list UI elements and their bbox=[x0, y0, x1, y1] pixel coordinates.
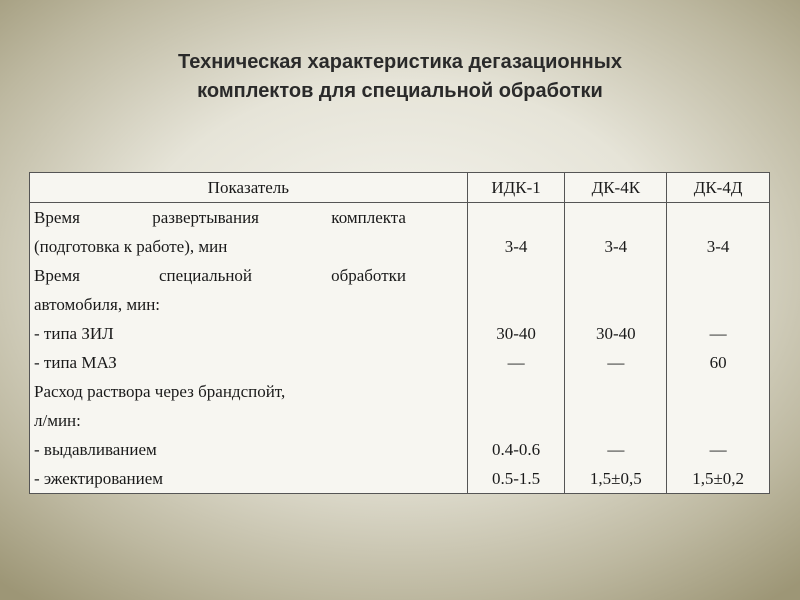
param-word: комплекта bbox=[331, 208, 406, 227]
header-dk-4d: ДК-4Д bbox=[667, 173, 770, 203]
value-cell bbox=[565, 203, 666, 232]
value-cell bbox=[667, 290, 769, 319]
value-cell bbox=[468, 406, 565, 435]
value-cell: 30-40 bbox=[596, 324, 636, 343]
value-cell bbox=[667, 203, 769, 232]
value-cell: 0.4-0.6 bbox=[492, 440, 541, 459]
slide-title bbox=[60, 48, 740, 106]
param-line: автомобиля, мин: bbox=[34, 295, 161, 314]
value-cell bbox=[468, 203, 565, 232]
param-word: Время bbox=[34, 208, 80, 227]
value-cell: 1,5±0,5 bbox=[589, 469, 642, 488]
parameter-column bbox=[30, 203, 468, 494]
param-line bbox=[30, 261, 467, 290]
value-cell: — bbox=[607, 353, 625, 372]
title-line-1: Техническая характеристика дегазационных bbox=[178, 51, 622, 73]
param-word: Время bbox=[34, 266, 80, 285]
value-cell: 60 bbox=[709, 353, 727, 372]
value-cell: 3-4 bbox=[504, 237, 528, 256]
param-line: (подготовка к работе), мин bbox=[34, 237, 228, 256]
value-cell: 0.5-1.5 bbox=[492, 469, 541, 488]
value-column-dk-4d bbox=[667, 203, 770, 494]
table-body-row bbox=[30, 203, 770, 494]
value-column-idk-1 bbox=[467, 203, 565, 494]
value-cell: 30-40 bbox=[496, 324, 536, 343]
param-line bbox=[30, 203, 467, 232]
value-cell: — bbox=[709, 440, 727, 459]
param-line: - типа МАЗ bbox=[34, 353, 117, 372]
header-parameter: Показатель bbox=[30, 173, 468, 203]
header-idk-1: ИДК-1 bbox=[467, 173, 565, 203]
param-line: Расход раствора через брандспойт, bbox=[34, 382, 286, 401]
param-line: - типа ЗИЛ bbox=[34, 324, 114, 343]
param-line: - выдавливанием bbox=[34, 440, 157, 459]
table-header-row bbox=[30, 173, 770, 203]
value-cell bbox=[468, 261, 565, 290]
value-cell: — bbox=[709, 324, 727, 343]
param-word: развертывания bbox=[152, 208, 259, 227]
value-cell: 3-4 bbox=[604, 237, 628, 256]
value-cell bbox=[468, 290, 565, 319]
value-cell: 1,5±0,2 bbox=[692, 469, 745, 488]
value-cell bbox=[468, 377, 565, 406]
value-cell bbox=[565, 290, 666, 319]
value-cell bbox=[667, 406, 769, 435]
param-justified bbox=[34, 261, 406, 290]
value-column-dk-4k bbox=[565, 203, 667, 494]
spec-table bbox=[29, 172, 770, 494]
value-cell bbox=[667, 261, 769, 290]
value-cell bbox=[565, 406, 666, 435]
param-justified bbox=[34, 203, 406, 232]
param-word: специальной bbox=[159, 266, 253, 285]
value-cell: 3-4 bbox=[706, 237, 730, 256]
param-word: обработки bbox=[331, 266, 406, 285]
param-line: - эжектированием bbox=[34, 469, 164, 488]
value-cell: — bbox=[607, 440, 625, 459]
value-cell bbox=[565, 377, 666, 406]
value-cell bbox=[565, 261, 666, 290]
param-line: л/мин: bbox=[34, 411, 81, 430]
header-dk-4k: ДК-4К bbox=[565, 173, 667, 203]
value-cell bbox=[667, 377, 769, 406]
value-cell: — bbox=[507, 353, 525, 372]
title-line-2: комплектов для специальной обработки bbox=[197, 80, 603, 102]
